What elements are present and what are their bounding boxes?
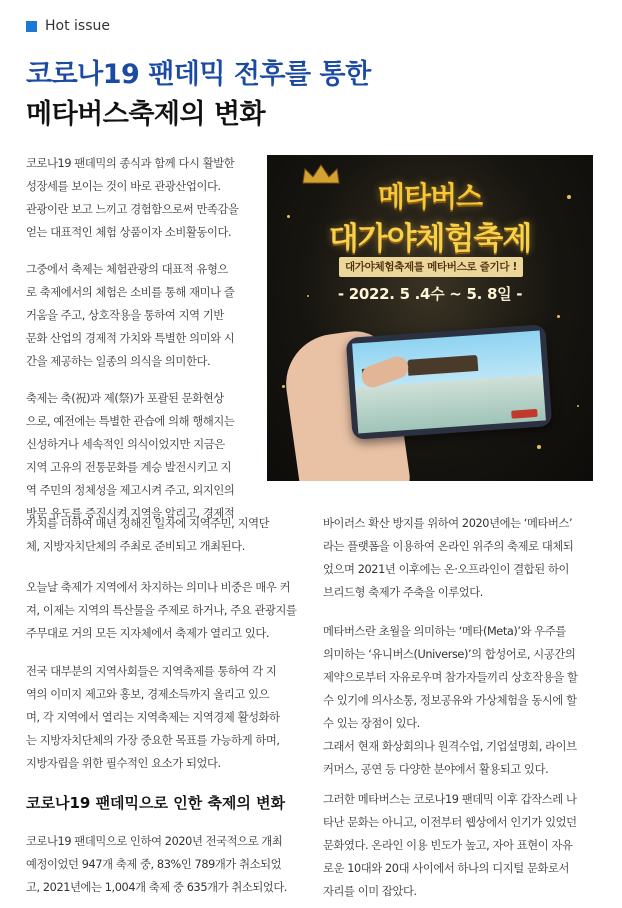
text-line: 성장세를 보이는 것이 바로 관광산업이다. [26,180,221,193]
right-paragraph-1 [323,512,573,604]
section-subheading: 코로나19 팬데믹으로 인한 축제의 변화 [26,794,286,812]
text-line: 는 지방자치단체의 가장 중요한 목표를 가능하게 하며, [26,734,280,747]
text-line: 간을 제공하는 일종의 의식을 의미한다. [26,355,211,368]
text-line: 지역 고유의 전통문화를 계승 발전시키고 지 [26,461,232,474]
text-line: 수 있는 장점이 있다. [323,717,420,730]
text-line: 지방자립을 위한 필수적인 요소가 되었다. [26,757,221,770]
text-line: 라는 플랫폼을 이용하여 온라인 위주의 축제로 대체되 [323,540,574,553]
left-paragraph-3 [26,387,234,525]
text-line: 커머스, 공연 등 다양한 분야에서 활용되고 있다. [323,763,549,776]
article-title-line1: 코로나19 팬데믹 전후를 통한 [26,59,371,90]
text-line: 예정이었던 947개 축제 중, 83%인 789개가 취소되었 [26,858,282,871]
text-line: 가치를 더하여 매년 정해진 일자에 지역주민, 지역단 [26,517,270,530]
right-paragraph-2 [323,620,578,781]
sparkle [557,315,560,318]
sparkle [282,385,285,388]
text-line: 져, 이제는 지역의 특산물을 주제로 하거나, 주요 관광지를 [26,604,297,617]
text-line: 신성하거나 세속적인 의식이었지만 지금은 [26,438,225,451]
text-line: 축제는 축(祝)과 제(祭)가 포괄된 문화현상 [26,392,224,405]
text-line: 으로, 예전에는 특별한 관습에 의해 행해지는 [26,415,235,428]
sparkle [537,445,541,449]
text-line: 자리를 이미 잡았다. [323,885,417,898]
text-line: 제약으로부터 자유로우며 참가자들끼리 상호작용을 할 [323,671,578,684]
text-line: 주무대로 거의 모든 지자체에서 축제가 열리고 있다. [26,627,270,640]
text-line: 었으며 2021년 이후에는 온·오프라인이 결합된 하이 [323,563,570,576]
text-line: 브리드형 축제가 주축을 이루었다. [323,586,483,599]
poster-title-line2: 대가야체험축제 [328,221,532,257]
text-line: 고, 2021년에는 1,004개 축제 중 635개가 취소되었다. [26,881,288,894]
text-line: 그러한 메타버스는 코로나19 팬데믹 이후 갑작스레 나 [323,793,577,806]
text-line: 의미하는 ‘유니버스(Universe)’의 합성어로, 시공간의 [323,648,576,661]
text-line: 얻는 대표적인 체험 상품이자 소비활동이다. [26,226,232,239]
right-paragraph-3 [323,788,577,903]
text-line: 역 주민의 정체성을 제고시켜 주고, 외지인의 [26,484,235,497]
tag-square-icon [26,21,37,32]
text-line: 타난 문화는 아니고, 이전부터 웹상에서 인기가 있었던 [323,816,577,829]
section-tag [26,18,110,34]
text-line: 코로나19 팬데믹의 종식과 함께 다시 활발한 [26,157,235,170]
text-line: 관광이란 보고 느끼고 경험함으로써 만족감을 [26,203,239,216]
left-paragraph-7 [26,830,287,899]
left-paragraph-1 [26,152,239,244]
text-line: 오늘날 축제가 지역에서 차지하는 의미나 비중은 매우 커 [26,581,291,594]
poster-date: - 2022. 5 .4수 ~ 5. 8일 - [337,285,523,303]
left-paragraph-6 [26,660,280,775]
tag-label: Hot issue [45,18,110,34]
text-line: 로운 10대와 20대 사이에서 하나의 디지털 문화로서 [323,862,570,875]
poster-ribbon: 대가야체험축제를 메타버스로 즐기다 ! [339,257,523,277]
left-paragraph-2 [26,258,234,373]
text-line: 방문 유도를 증진시켜 지역을 알리고, 경제적 [26,507,235,520]
left-paragraph-5 [26,576,297,645]
festival-poster-image [267,155,593,481]
text-line: 며, 각 지역에서 열리는 지역축제는 지역경제 활성화하 [26,711,280,724]
article-title-line2: 메타버스축제의 변화 [26,99,266,130]
text-line: 로 축제에서의 체험은 소비를 통해 재미나 즐 [26,286,235,299]
text-line: 문화 산업의 경제적 가치와 특별한 의미와 시 [26,332,235,345]
text-line: 그래서 현재 화상회의나 원격수업, 기업설명회, 라이브 [323,740,577,753]
poster-title-line1: 메타버스 [377,180,483,213]
left-paragraph-4 [26,512,269,558]
text-line: 코로나19 팬데믹으로 인하여 2020년 전국적으로 개최 [26,835,283,848]
text-line: 바이러스 확산 방지를 위하여 2020년에는 ‘메타버스’ [323,517,573,530]
text-line: 메타버스란 초월을 의미하는 ‘메타(Meta)’와 우주를 [323,625,566,638]
text-line: 역의 이미지 제고와 홍보, 경제소득까지 올리고 있으 [26,688,270,701]
sparkle [577,405,579,407]
text-line: 체, 지방자치단체의 주최로 준비되고 개최된다. [26,540,245,553]
text-line: 수 있기에 의사소통, 정보공유와 가상체험을 동시에 할 [323,694,577,707]
text-line: 그중에서 축제는 체험관광의 대표적 유형으 [26,263,228,276]
text-line: 문화였다. 온라인 이용 빈도가 높고, 자아 표현이 자유 [323,839,573,852]
text-line: 거움을 주고, 상호작용을 통하여 지역 기반 [26,309,224,322]
text-line: 전국 대부분의 지역사회들은 지역축제를 통하여 각 지 [26,665,277,678]
